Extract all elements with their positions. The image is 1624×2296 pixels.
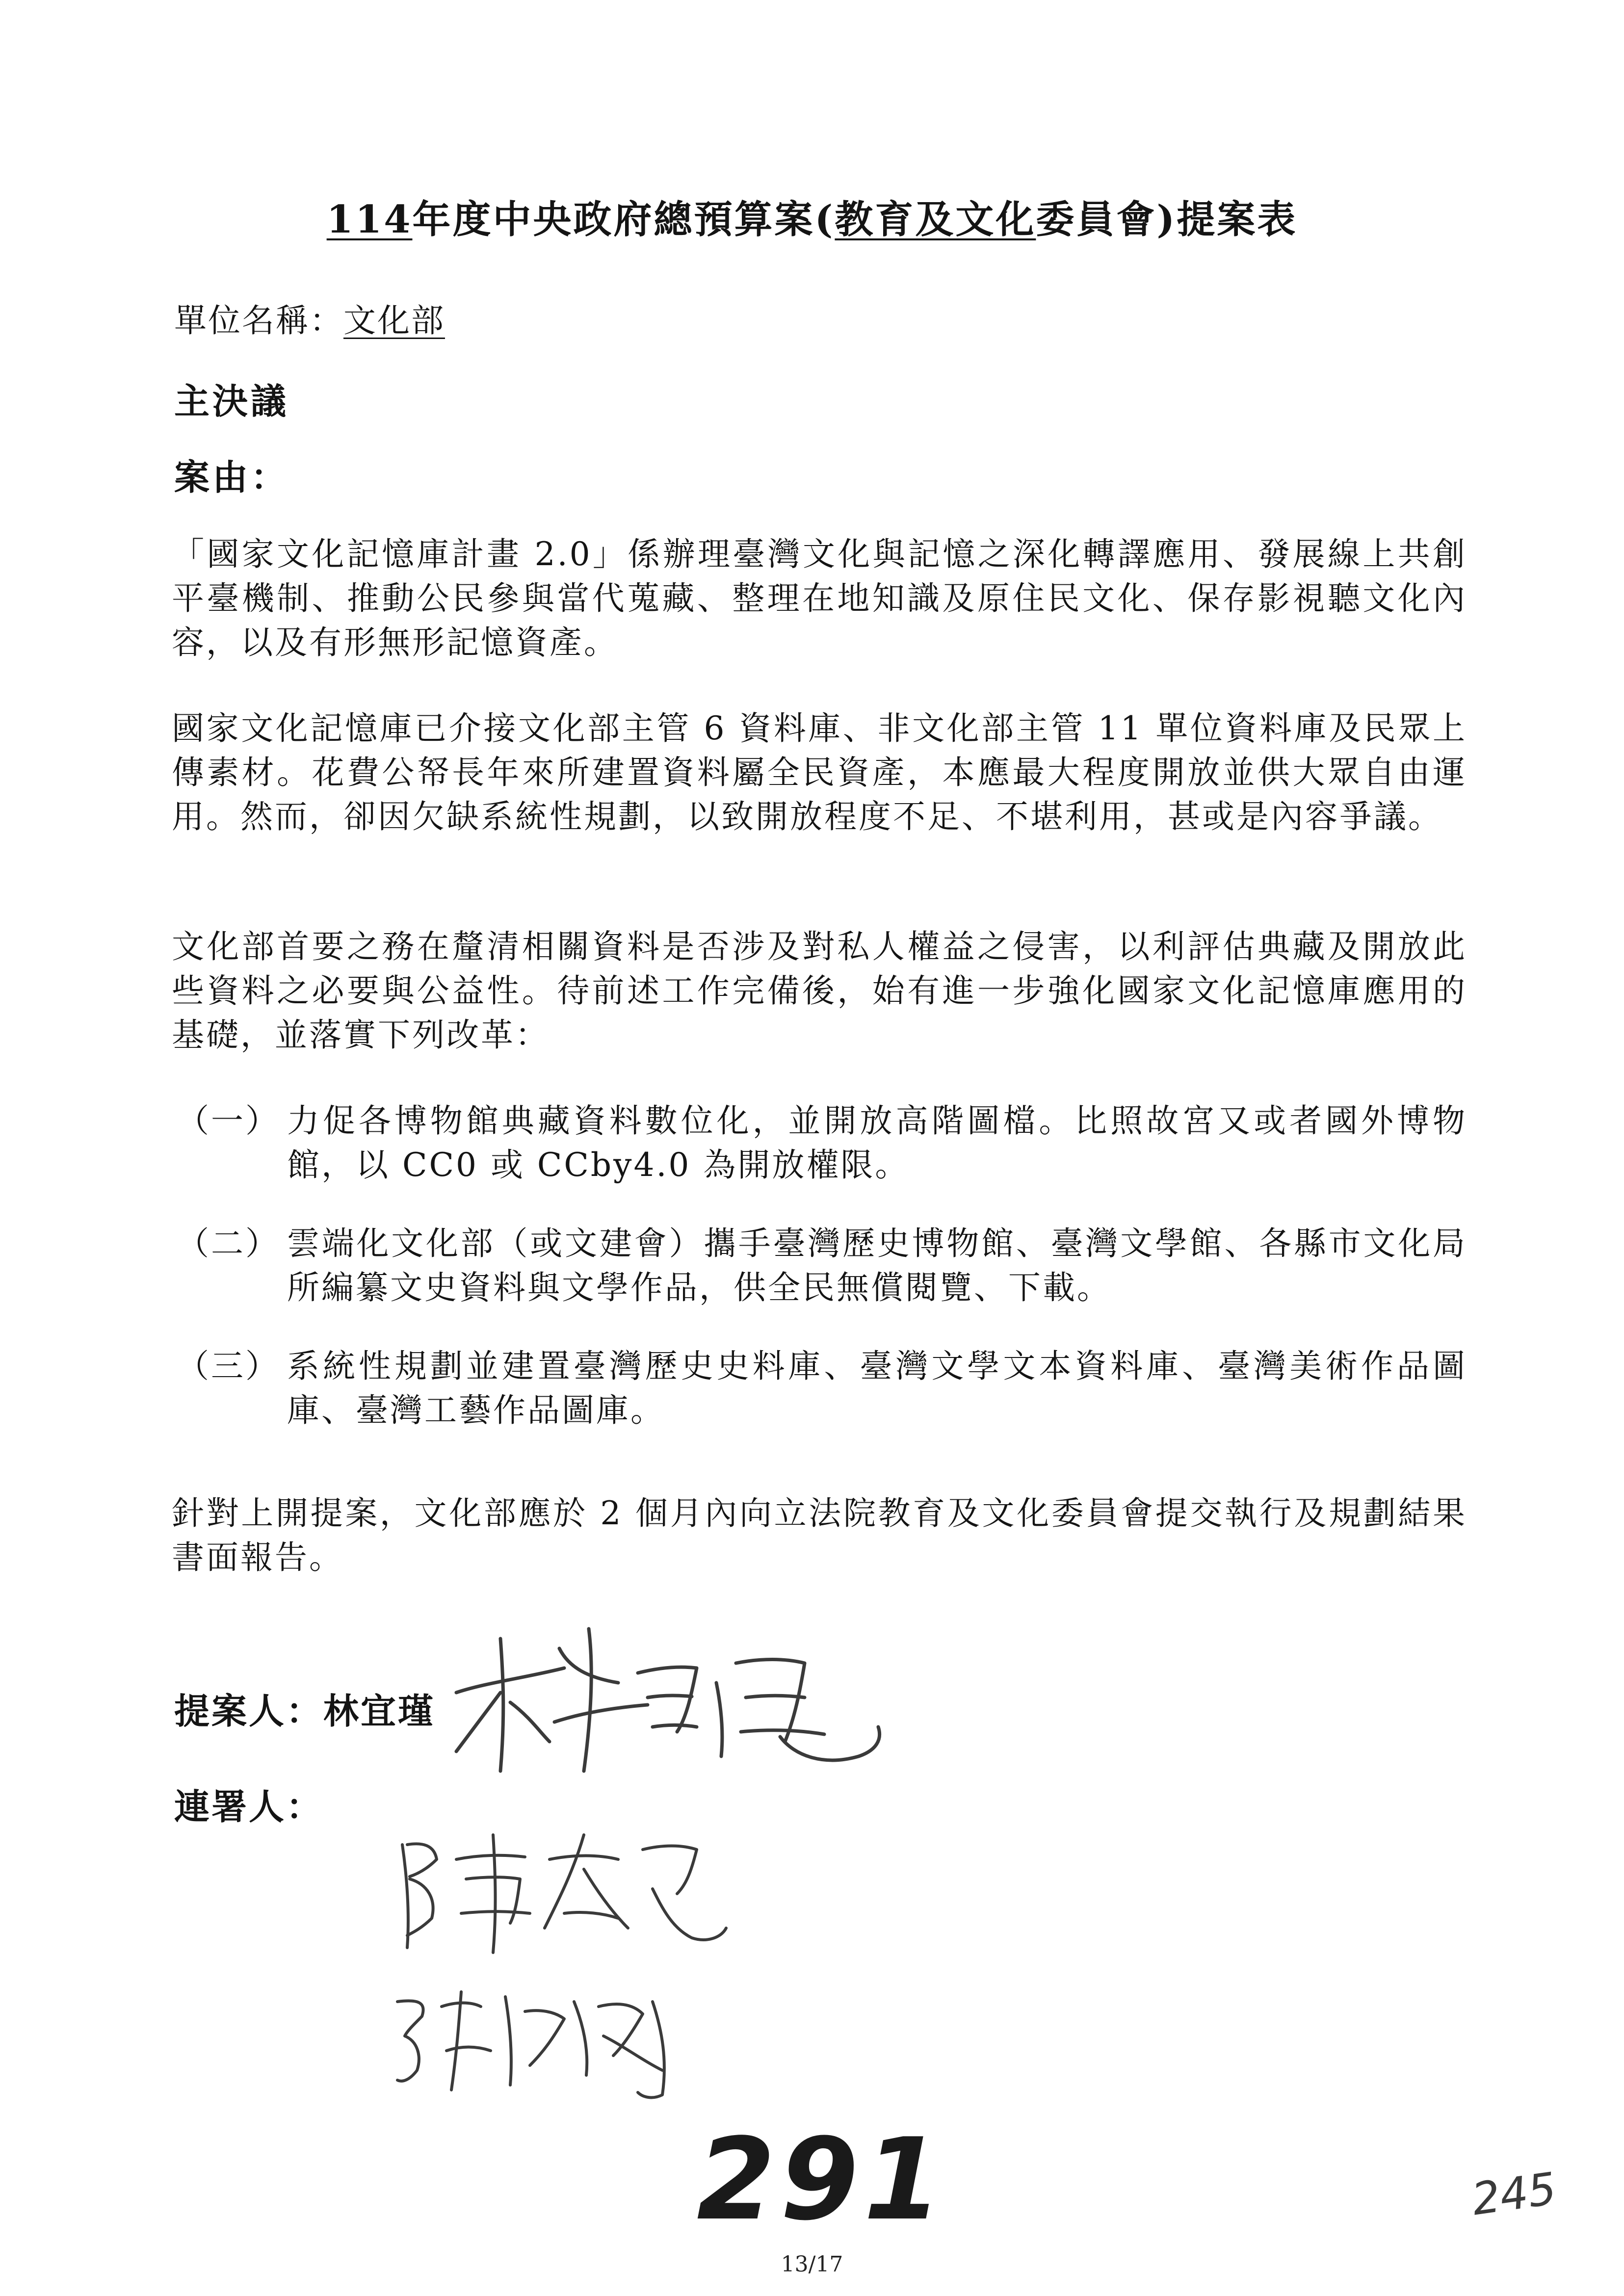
page-number: 13/17 — [781, 2252, 843, 2277]
title-part2: 委員會)提案表 — [1036, 197, 1298, 242]
paragraph-2: 國家文化記憶庫已介接文化部主管 6 資料庫、非文化部主管 11 單位資料庫及民眾上傳素材。花費公帑長年來所建置資料屬全民資產，本應最大程度開放並供大眾自由運用。然而，卻因欠缺系統性規劃，以致開放程度不足、不堪利用，甚或是內容爭議。 — [172, 709, 1467, 835]
unit-label: 單位名稱： — [174, 302, 343, 339]
list-item-marker: （三） — [177, 1347, 280, 1385]
paragraph-3: 文化部首要之務在釐清相關資料是否涉及對私人權益之侵害，以利評估典藏及開放此些資料之必要與公益性。待前述工作完備後，始有進一步強化國家文化記憶庫應用的基礎，並落實下列改革： — [172, 928, 1467, 1054]
list-item-3 — [177, 1344, 1467, 1433]
list-item-text: 力促各博物館典藏資料數位化，並開放高階圖檔。比照故宮又或者國外博物館，以 CC0 或 CCby4.0 為開放權限。 — [287, 1102, 1467, 1184]
proposer-signature — [442, 1609, 932, 1786]
cosigner-signature-2 — [388, 1972, 711, 2105]
cosigner-label: 連署人： — [174, 1786, 324, 1827]
unit-value: 文化部 — [343, 302, 445, 339]
reason-heading: 案由： — [174, 456, 289, 498]
list-item-marker: （一） — [177, 1102, 280, 1140]
proposer-label: 提案人：林宜瑾 — [174, 1690, 436, 1732]
list-item-1 — [177, 1099, 1467, 1187]
title-part1: 年度中央政府總預算案( — [412, 197, 835, 242]
list-item-text: 系統性規劃並建置臺灣歷史史料庫、臺灣文學文本資料庫、臺灣美術作品圖庫、臺灣工藝作品圖庫。 — [287, 1347, 1467, 1429]
title-committee: 教育及文化 — [835, 197, 1036, 242]
unit-line — [174, 294, 445, 341]
list-item-marker: （二） — [177, 1225, 280, 1262]
title-year: 114 — [326, 197, 413, 242]
cosigner-signature-1 — [388, 1815, 741, 1957]
paragraph-1: 「國家文化記憶庫計畫 2.0」係辦理臺灣文化與記憶之深化轉譯應用、發展線上共創平臺機制、推動公民參與當代蒐藏、整理在地知識及原住民文化、保存影視聽文化內容，以及有形無形記憶資產。 — [172, 535, 1467, 661]
closing-paragraph: 針對上開提案，文化部應於 2 個月內向立法院教育及文化委員會提交執行及規劃結果書面報告。 — [172, 1494, 1467, 1576]
list-item-2 — [177, 1222, 1467, 1310]
handwritten-small-number: 245 — [1468, 2163, 1560, 2226]
document-title — [0, 189, 1624, 244]
handwritten-number: 291 — [697, 2114, 947, 2245]
list-item-text: 雲端化文化部（或文建會）攜手臺灣歷史博物館、臺灣文學館、各縣市文化局所編纂文史資料與文學作品，供全民無償閱覽、下載。 — [287, 1225, 1467, 1306]
main-resolution-heading: 主決議 — [174, 380, 289, 422]
